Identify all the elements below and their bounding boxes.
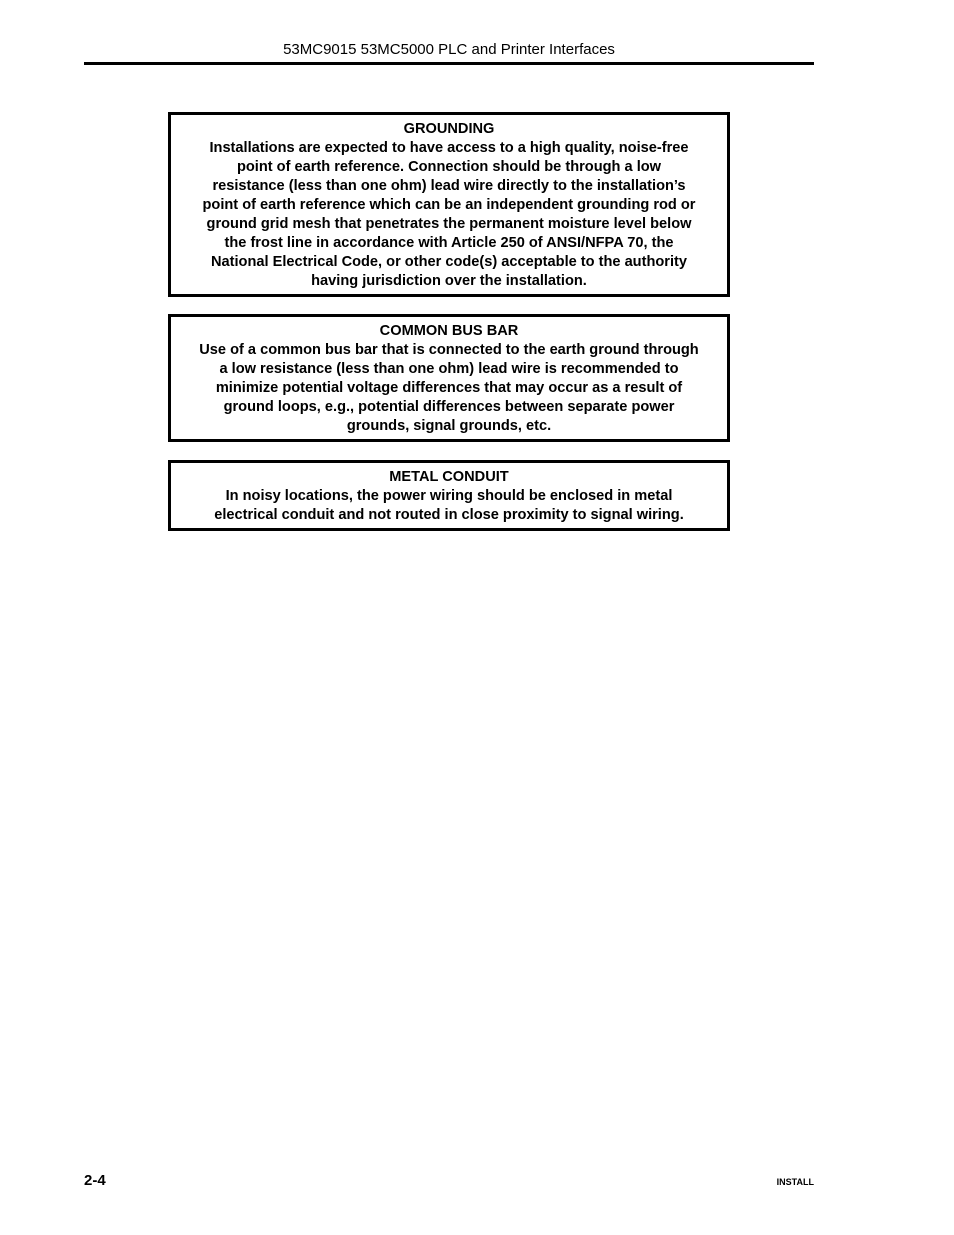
grounding-notice-title: GROUNDING — [403, 121, 495, 137]
notice-line: grounds, signal grounds, etc. — [346, 418, 552, 434]
page-number: 2-4 — [84, 1172, 106, 1189]
notice-line: electrical conduit and not routed in close proximity to signal wiring. — [214, 507, 684, 523]
notice-line: point of earth reference which can be an independent grounding rod or — [202, 197, 696, 213]
common-bus-bar-notice-box — [168, 314, 730, 442]
metal-conduit-notice-title: METAL CONDUIT — [389, 469, 509, 485]
notice-line: having jurisdiction over the installation. — [311, 273, 587, 289]
notice-line: the frost line in accordance with Article 250 of ANSI/NFPA 70, the — [224, 235, 674, 251]
section-label: INSTALL — [776, 1177, 814, 1187]
common-bus-bar-notice-title: COMMON BUS BAR — [379, 323, 519, 339]
common-bus-bar-notice-text — [177, 341, 721, 436]
metal-conduit-notice-text — [177, 487, 721, 525]
notice-line: Use of a common bus bar that is connected to the earth ground through — [199, 342, 699, 358]
notice-line: Installations are expected to have access to a high quality, noise-free — [209, 140, 689, 156]
grounding-notice-text — [177, 139, 721, 291]
metal-conduit-notice-box — [168, 460, 730, 531]
grounding-notice-box — [168, 112, 730, 297]
notice-line: In noisy locations, the power wiring should be enclosed in metal — [225, 488, 673, 504]
notice-line: point of earth reference. Connection should be through a low — [236, 159, 662, 175]
notice-line: minimize potential voltage differences that may occur as a result of — [215, 380, 683, 396]
notice-line: ground loops, e.g., potential differences between separate power — [223, 399, 675, 415]
notice-line: resistance (less than one ohm) lead wire directly to the installation’s — [212, 178, 686, 194]
notice-line: National Electrical Code, or other code(s) acceptable to the authority — [210, 254, 687, 270]
header-rule — [84, 62, 814, 65]
notice-line: a low resistance (less than one ohm) lead wire is recommended to — [219, 361, 679, 377]
notice-line: ground grid mesh that penetrates the permanent moisture level below — [206, 216, 692, 232]
page-header-title: 53MC9015 53MC5000 PLC and Printer Interfaces — [283, 41, 615, 58]
